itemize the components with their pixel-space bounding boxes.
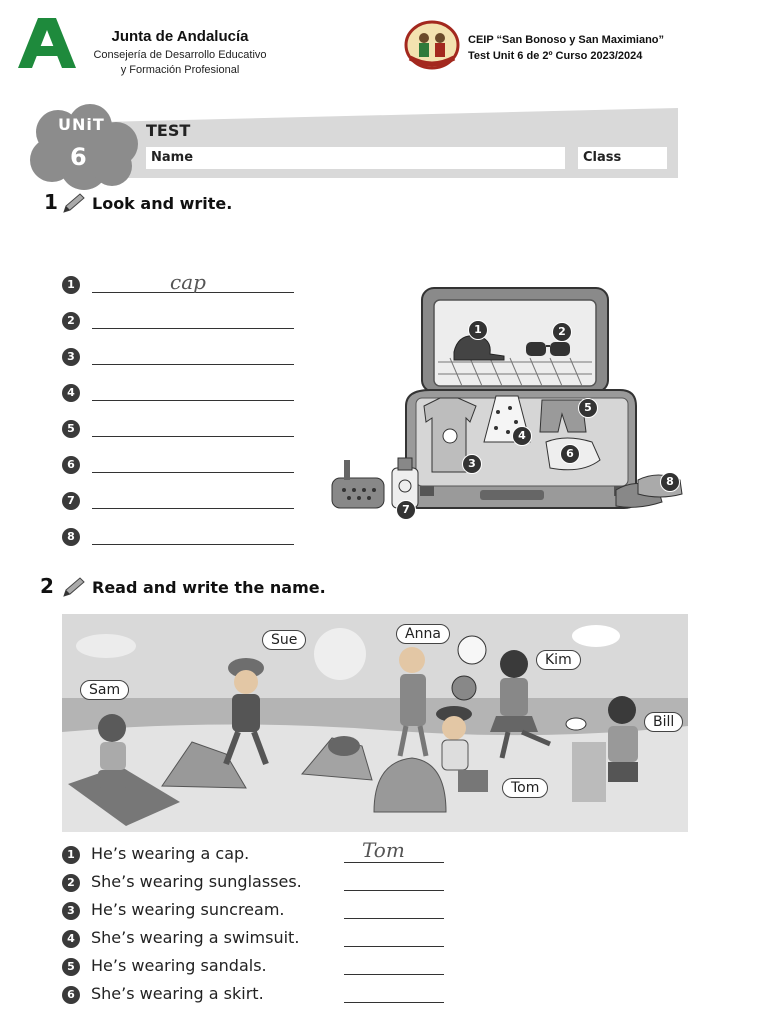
sentence-number: 4	[62, 930, 80, 948]
character-label-sam: Sam	[80, 680, 129, 700]
name-answer-line-4[interactable]	[344, 946, 444, 947]
section-1-answer-list	[62, 272, 302, 562]
item-number: 7	[396, 500, 416, 520]
answer-text: cap	[170, 270, 206, 294]
school-info	[468, 32, 664, 64]
sentence-number: 5	[62, 958, 80, 976]
junta-andalucia-logo-icon	[14, 14, 80, 72]
name-answer-line-3[interactable]	[344, 918, 444, 919]
item-number: 2	[552, 322, 572, 342]
line-number: 5	[62, 420, 80, 438]
answer-line-5[interactable]	[92, 436, 294, 437]
section-1-number: 1	[44, 190, 58, 214]
item-number: 6	[560, 444, 580, 464]
name-answer-line-2[interactable]	[344, 890, 444, 891]
line-number: 7	[62, 492, 80, 510]
answer-line-3[interactable]	[92, 364, 294, 365]
name-answer-line-5[interactable]	[344, 974, 444, 975]
school-seal-icon	[404, 20, 460, 72]
section-1-title: Look and write.	[92, 194, 233, 213]
sentence-number: 2	[62, 874, 80, 892]
sentence-text: He’s wearing a cap.	[91, 844, 250, 863]
line-number: 3	[62, 348, 80, 366]
test-info: Test Unit 6 de 2º Curso 2023/2024	[468, 50, 643, 62]
item-number: 1	[468, 320, 488, 340]
section-2-number: 2	[40, 574, 54, 598]
unit-number: 6	[70, 143, 87, 171]
section-2-title: Read and write the name.	[92, 578, 326, 597]
beach-scene-icon	[62, 614, 688, 832]
sentence-number: 3	[62, 902, 80, 920]
sentence-text: She’s wearing a swimsuit.	[91, 928, 300, 947]
section-2-sentence-list	[62, 838, 462, 1012]
character-label-bill: Bill	[644, 712, 683, 732]
sentence-text: He’s wearing suncream.	[91, 900, 285, 919]
character-label-sue: Sue	[262, 630, 306, 650]
answer-line-8[interactable]	[92, 544, 294, 545]
line-number: 2	[62, 312, 80, 330]
org-subtitle-line-2: y Formación Profesional	[120, 64, 240, 76]
answer-line-2[interactable]	[92, 328, 294, 329]
answer-line-6[interactable]	[92, 472, 294, 473]
suitcase-icon	[320, 282, 692, 522]
sentence-number: 1	[62, 846, 80, 864]
answer-line-7[interactable]	[92, 508, 294, 509]
line-number: 8	[62, 528, 80, 546]
pencil-icon	[62, 576, 86, 598]
line-number: 4	[62, 384, 80, 402]
sentence-number: 6	[62, 986, 80, 1004]
line-number: 1	[62, 276, 80, 294]
sentence-text: She’s wearing a skirt.	[91, 984, 264, 1003]
unit-label: UNiT	[58, 115, 105, 134]
org-title: Junta de Andalucía	[111, 28, 249, 45]
banner-title: TEST	[146, 121, 191, 140]
item-number: 8	[660, 472, 680, 492]
class-field[interactable]: Class	[578, 147, 667, 169]
pencil-icon	[62, 192, 86, 214]
line-number: 6	[62, 456, 80, 474]
school-name: CEIP “San Bonoso y San Maximiano”	[468, 34, 665, 46]
name-field[interactable]: Name	[146, 147, 565, 169]
answer-text: Tom	[362, 838, 405, 862]
org-subtitle	[80, 48, 280, 78]
item-number: 5	[578, 398, 598, 418]
character-label-tom: Tom	[502, 778, 548, 798]
answer-line-4[interactable]	[92, 400, 294, 401]
item-number: 3	[462, 454, 482, 474]
character-label-anna: Anna	[396, 624, 450, 644]
name-answer-line-6[interactable]	[344, 1002, 444, 1003]
org-subtitle-line-1: Consejería de Desarrollo Educativo	[93, 49, 267, 61]
sentence-text: He’s wearing sandals.	[91, 956, 267, 975]
sentence-text: She’s wearing sunglasses.	[91, 872, 302, 891]
name-answer-line-1[interactable]	[344, 862, 444, 863]
item-number: 4	[512, 426, 532, 446]
character-label-kim: Kim	[536, 650, 581, 670]
